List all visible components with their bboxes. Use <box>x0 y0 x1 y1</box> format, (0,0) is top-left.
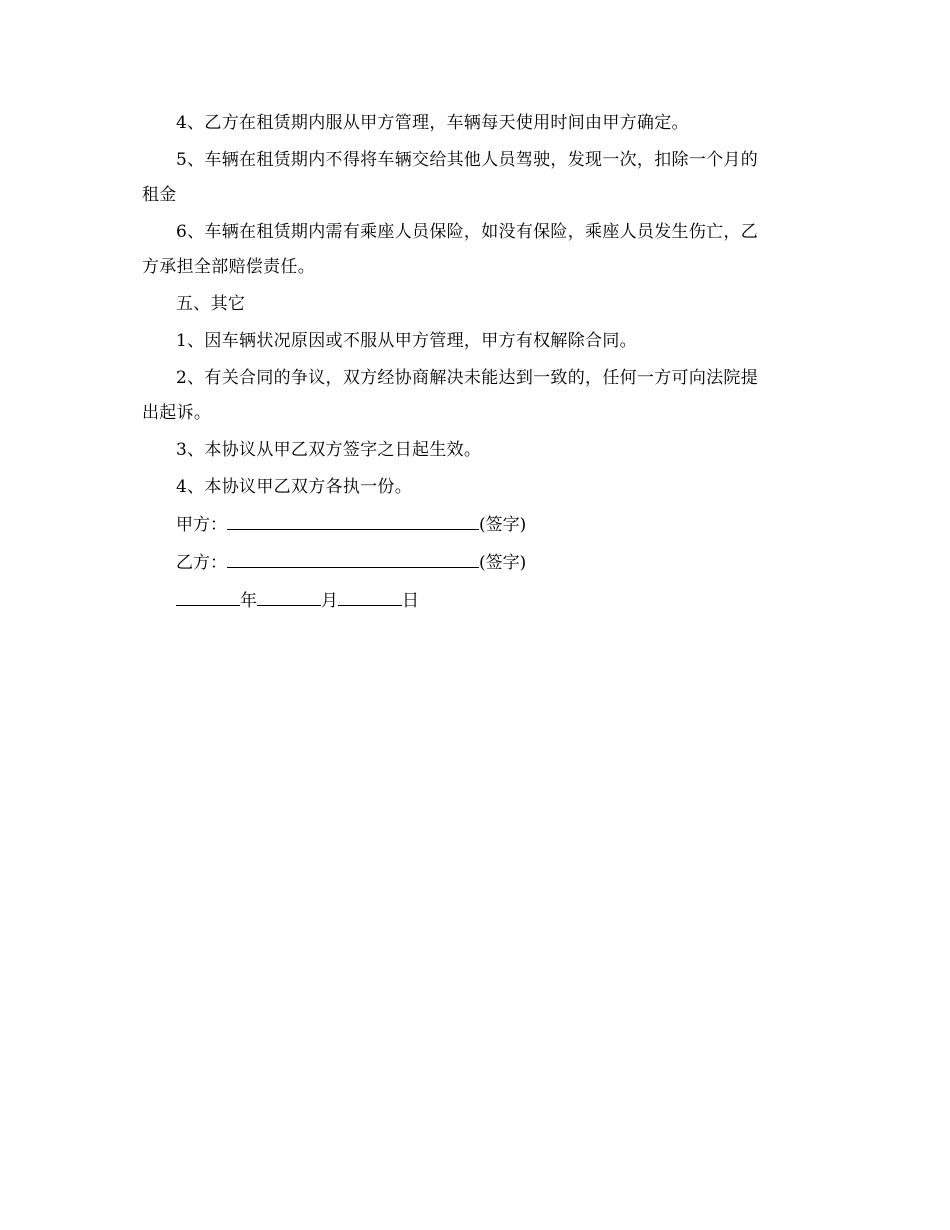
signature-blank-line <box>227 553 479 568</box>
day-blank-line <box>338 591 402 606</box>
year-label: 年 <box>240 591 257 611</box>
paragraph-line: 6、车辆在租赁期内需有乘座人员保险，如没有保险，乘座人员发生伤亡，乙 <box>176 222 759 242</box>
clause-5-driver <box>142 151 806 204</box>
date-line <box>142 591 806 610</box>
paragraph-line: 3、本协议从甲乙双方签字之日起生效。 <box>176 440 482 460</box>
document-page <box>142 114 806 629</box>
paragraph-line: 4、乙方在租赁期内服从甲方管理，车辆每天使用时间由甲方确定。 <box>176 113 689 133</box>
clause-other-3 <box>142 441 806 459</box>
clause-other-2 <box>142 369 806 422</box>
signature-party-b <box>142 553 806 572</box>
clause-other-1 <box>142 332 806 350</box>
signature-label: 甲方： <box>176 515 227 535</box>
month-blank-line <box>257 591 321 606</box>
section-title: 五、其它 <box>176 294 246 314</box>
clause-other-4 <box>142 478 806 496</box>
day-label: 日 <box>402 591 419 611</box>
signature-label: 乙方： <box>176 553 227 573</box>
clause-4-management <box>142 114 806 132</box>
paragraph-line: 5、车辆在租赁期内不得将车辆交给其他人员驾驶，发现一次，扣除一个月的 <box>176 150 759 170</box>
year-blank-line <box>176 591 240 606</box>
paragraph-line: 1、因车辆状况原因或不服从甲方管理，甲方有权解除合同。 <box>176 331 637 351</box>
paragraph-line: 出起诉。 <box>142 403 212 423</box>
signature-suffix: (签字) <box>479 515 527 535</box>
signature-party-a <box>142 515 806 534</box>
section-heading-other <box>142 295 806 313</box>
clause-6-insurance <box>142 223 806 276</box>
paragraph-line: 租金 <box>142 185 177 205</box>
month-label: 月 <box>321 591 338 611</box>
paragraph-line: 2、有关合同的争议，双方经协商解决未能达到一致的，任何一方可向法院提 <box>176 368 759 388</box>
paragraph-line: 方承担全部赔偿责任。 <box>142 257 315 277</box>
signature-blank-line <box>227 515 479 530</box>
signature-suffix: (签字) <box>479 553 527 573</box>
paragraph-line: 4、本协议甲乙双方各执一份。 <box>176 477 413 497</box>
